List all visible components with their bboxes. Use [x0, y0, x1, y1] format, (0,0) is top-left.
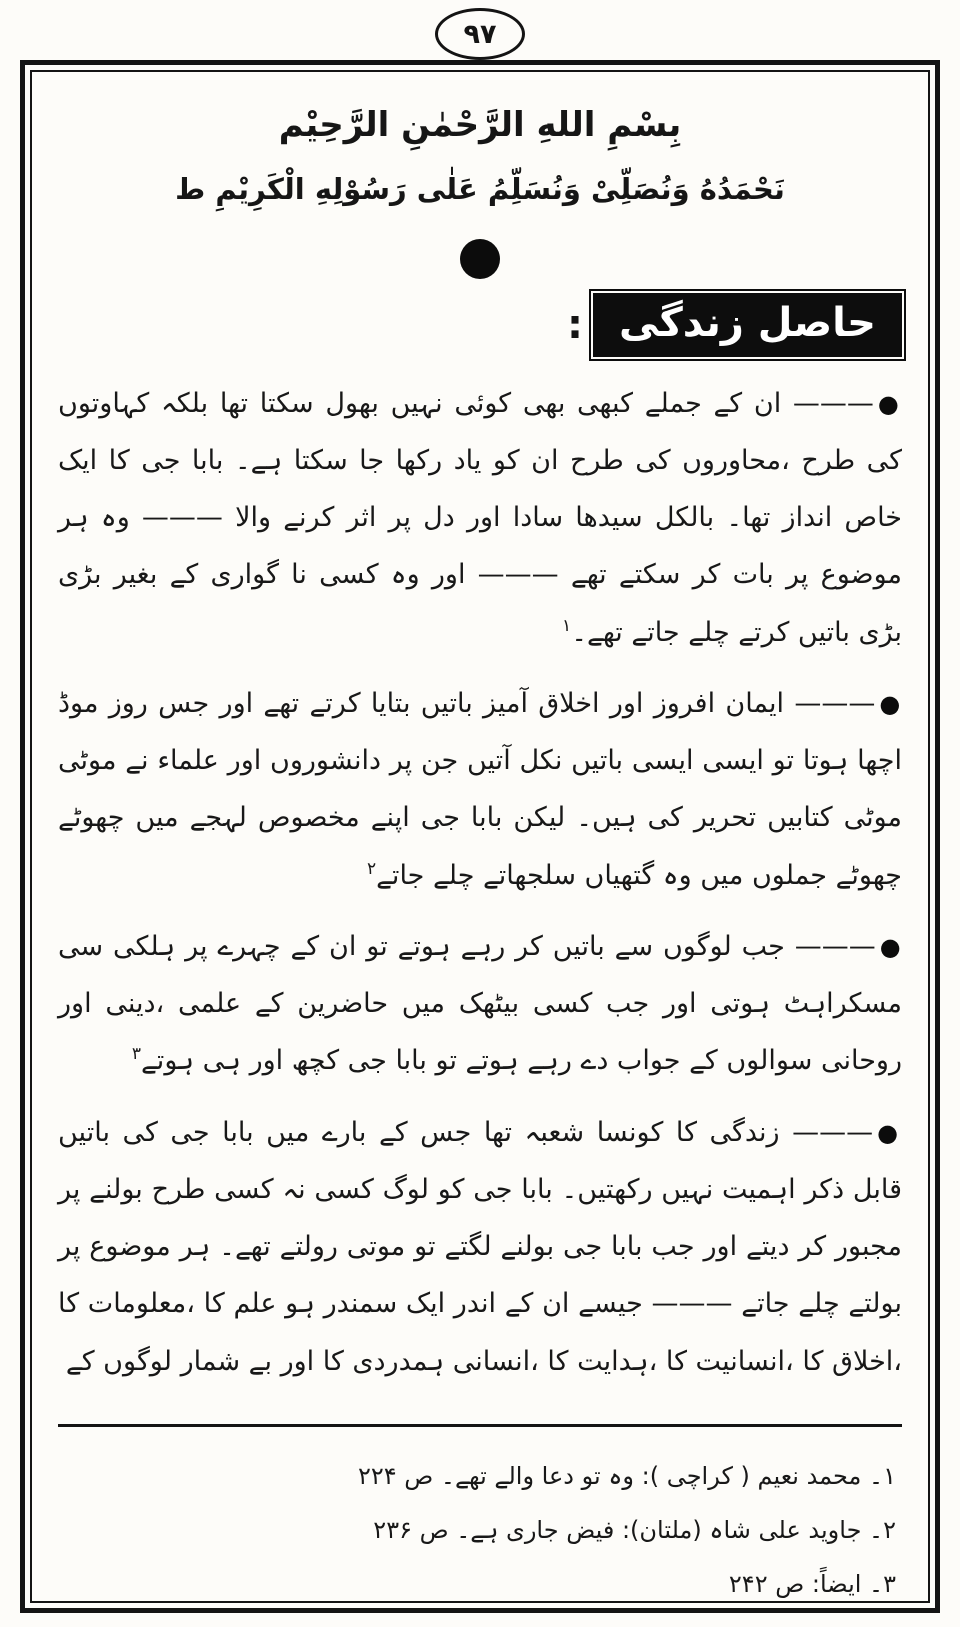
footnote-divider [58, 1424, 902, 1427]
ornament-dot-icon [460, 239, 500, 279]
footnote-3: ۳۔ ایضاً: ص ۲۴۲ [728, 1569, 896, 1598]
body-text [58, 375, 902, 1390]
page-border-outer [20, 60, 940, 1613]
paragraph-3 [58, 918, 902, 1090]
paragraph-4-text: ——— زندگی کا کونسا شعبہ تھا جس کے بارے میں بابا جی کی باتیں قابل ذکر اہمیت نہیں رکھتیں۔ بابا جی کو لوگ کسی نہ کسی طرح بولنے پر مجبور کر دیتے اور جب بابا جی بولنے لگتے تو موتی رولتے تھے۔ ہر موضوع پر بولتے چلے جاتے ——— جیسے ان کے اندر ایک سمندر ہو علم کا ،معلومات کا ،اخلاق کا ،انسانیت کا ،ہدایت کا ،انسانی ہمدردی کا اور بے شمار لوگوں کے [58, 1116, 902, 1377]
footnote-marker-2: ۲ [366, 858, 377, 879]
section-heading: حاصل زندگی [593, 293, 902, 357]
bullet-icon: ● [877, 389, 902, 418]
bullet-icon: ● [877, 1118, 902, 1147]
bismillah-line: بِسْمِ اللهِ الرَّحْمٰنِ الرَّحِيْم [278, 105, 682, 145]
page-number: ۹۷ [463, 18, 497, 50]
paragraph-4 [58, 1104, 902, 1390]
page-number-badge [435, 8, 525, 60]
footnotes-section [58, 1449, 902, 1603]
paragraph-2 [58, 675, 902, 904]
bullet-icon: ● [879, 690, 902, 719]
footnote-marker-1: ۱ [562, 615, 572, 636]
paragraph-1-text: ——— ان کے جملے کبھی بھی کوئی نہیں بھول سکتا تھا بلکہ کہاوتوں کی طرح ،محاوروں کی طرح ان کو یاد رکھا جا سکتا ہے۔ بابا جی کا ایک خاص انداز تھا۔ بالکل سیدھا سادا اور دل پر اثر کرنے والا ——— وہ ہر موضوع پر بات کر سکتے تھے ——— اور وہ کسی نا گواری کے بغیر بڑی بڑی باتیں کرتے چلے جاتے تھے۔ [58, 387, 902, 648]
page-border-inner [30, 70, 930, 1603]
paragraph-2-text: ——— ایمان افروز اور اخلاق آمیز باتیں بتایا کرتے تھے اور جس روز موڈ اچھا ہوتا تو ایسی ایسی باتیں نکل آتیں جن پر دانشوروں اور علماء نے موٹی موٹی کتابیں تحریر کی ہیں۔ لیکن بابا جی اپنے مخصوص لہجے میں چھوٹے چھوٹے جملوں میں وہ گتھیاں سلجھاتے چلے جاتے [58, 687, 902, 891]
paragraph-1 [58, 375, 902, 661]
paragraph-3-text: ——— جب لوگوں سے باتیں کر رہے ہوتے تو ان کے چہرے پر ہلکی سی مسکراہٹ ہوتی اور جب کسی بیٹھک میں حاضرین کے علمی ،دینی اور روحانی سوالوں کے جواب دے رہے ہوتے تو بابا جی کچھ اور ہی ہوتے [58, 930, 902, 1077]
heading-colon: : [566, 301, 583, 348]
footnote-2: ۲۔ جاوید علی شاہ (ملتان): فیض جاری ہے۔ ص ۲۳۶ [373, 1515, 896, 1544]
section-heading-row [58, 293, 902, 357]
footnote-marker-3: ۳ [131, 1044, 141, 1065]
footnote-1: ۱۔ محمد نعیم ( کراچی ): وہ تو دعا والے تھے۔ ص ۲۲۴ [357, 1461, 896, 1490]
salutation-line: نَحْمَدُهُ وَنُصَلِّىْ وَنُسَلِّمُ عَلٰى رَسُوْلِهِ الْكَرِيْمِ ط [175, 172, 785, 207]
bullet-icon: ● [879, 932, 902, 961]
